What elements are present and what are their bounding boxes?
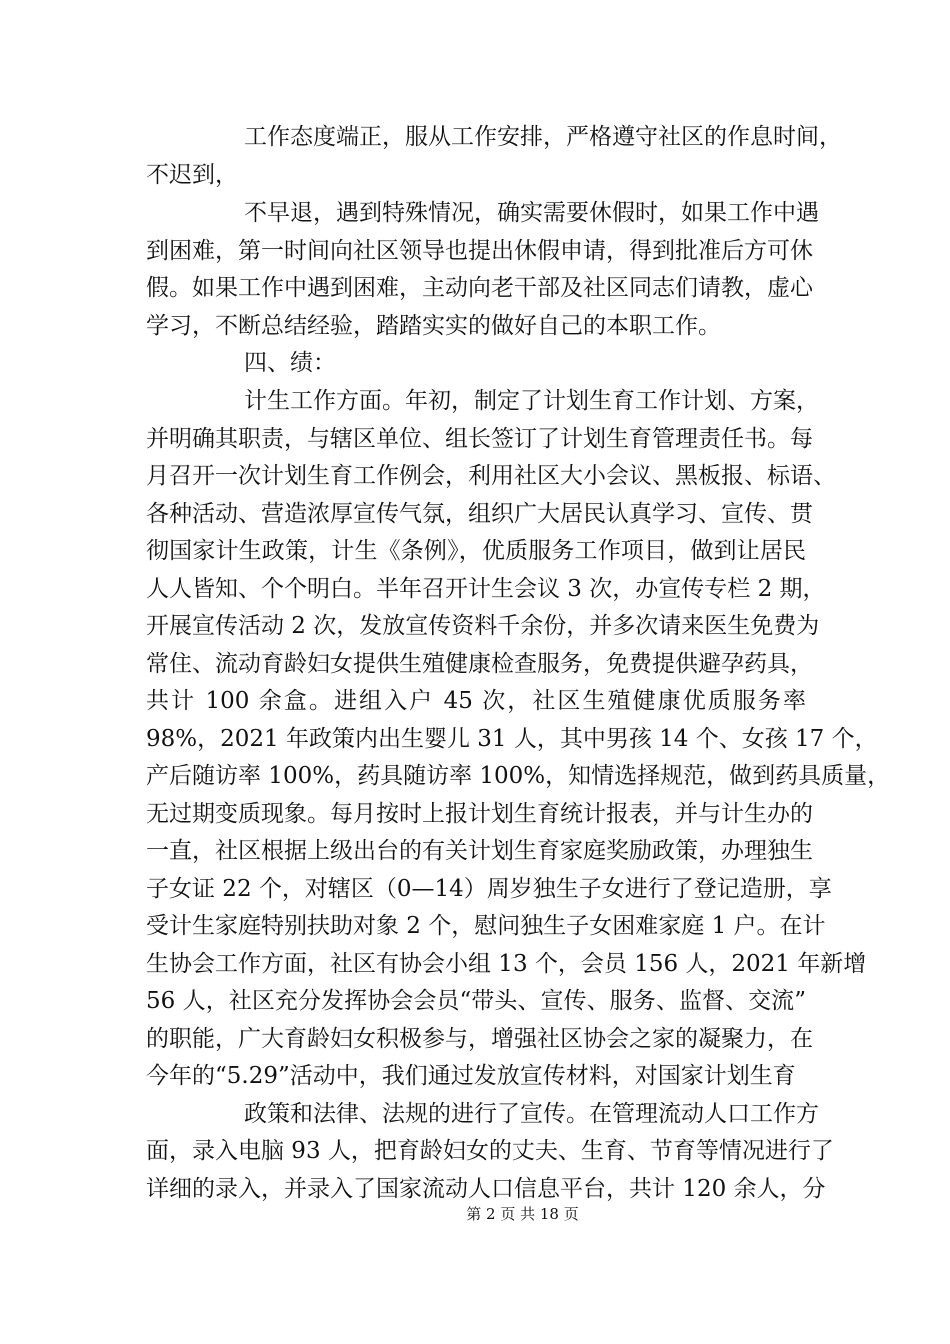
paragraph-line: 详细的录入，并录入了国家流动人口信息平台，共计 120 余人，分 (146, 1176, 826, 1202)
paragraph-line: 并明确其职责，与辖区单位、组长签订了计划生育管理责任书。每 (146, 426, 813, 452)
paragraph-line: 月召开一次计划生育工作例会，利用社区大小会议、黑板报、标语、 (146, 463, 836, 489)
paragraph-line: 开展宣传活动 2 次，发放宣传资料千余份，并多次请来医生免费为 (146, 613, 820, 639)
paragraph-line: 的职能，广大育龄妇女积极参与，增强社区协会之家的凝聚力，在 (146, 1026, 813, 1052)
paragraph-line: 政策和法律、法规的进行了宣传。在管理流动人口工作方 (244, 1101, 819, 1127)
paragraph-line: 面，录入电脑 93 人，把育龄妇女的丈夫、生育、节育等情况进行了 (146, 1138, 834, 1164)
paragraph-line: 生协会工作方面，社区有协会小组 13 个，会员 156 人，2021 年新增 (146, 951, 867, 977)
paragraph-line: 到困难，第一时间向社区领导也提出休假申请，得到批准后方可休 (146, 238, 813, 264)
paragraph-line: 受计生家庭特别扶助对象 2 个，慰问独生子女困难家庭 1 户。在计 (146, 913, 826, 939)
paragraph-line: 98%，2021 年政策内出生婴儿 31 人，其中男孩 14 个、女孩 17 个， (146, 726, 878, 752)
paragraph-line: 学习，不断总结经验，踏踏实实的做好自己的本职工作。 (146, 313, 721, 339)
paragraph-line: 共计 100 余盒。进组入户 45 次，社区生殖健康优质服务率 (146, 688, 806, 714)
paragraph-line: 无过期变质现象。每月按时上报计划生育统计报表，并与计生办的 (146, 801, 813, 827)
paragraph-line: 子女证 22 个，对辖区（0—14）周岁独生子女进行了登记造册，享 (146, 876, 832, 902)
page-number-footer: 第 2 页 共 18 页 (466, 1205, 579, 1223)
paragraph-line: 一直，社区根据上级出台的有关计划生育家庭奖励政策，办理独生 (146, 838, 813, 864)
paragraph-line: 不早退，遇到特殊情况，确实需要休假时，如果工作中遇 (244, 200, 819, 226)
paragraph-line: 计生工作方面。年初，制定了计划生育工作计划、方案， (244, 388, 819, 414)
paragraph-line: 常住、流动育龄妇女提供生殖健康检查服务，免费提供避孕药具， (146, 651, 813, 677)
paragraph-line: 今年的“5.29”活动中，我们通过发放宣传材料，对国家计划生育 (146, 1063, 796, 1089)
paragraph-line: 人人皆知、个个明白。半年召开计生会议 3 次，办宣传专栏 2 期， (146, 576, 826, 602)
paragraph-line: 不迟到， (146, 162, 238, 188)
section-heading: 四、绩： (244, 350, 336, 376)
paragraph-line: 彻国家计生政策，计生《条例》，优质服务工作项目，做到让居民 (146, 538, 806, 564)
paragraph-line: 假。如果工作中遇到困难，主动向老干部及社区同志们请教，虚心 (146, 275, 813, 301)
paragraph-line: 产后随访率 100%，药具随访率 100%，知情选择规范，做到药具质量， (146, 763, 891, 789)
paragraph-line: 56 人，社区充分发挥协会会员“带头、宣传、服务、监督、交流” (146, 988, 806, 1014)
paragraph-line: 工作态度端正，服从工作安排，严格遵守社区的作息时间， (244, 124, 842, 150)
paragraph-line: 各种活动、营造浓厚宣传气氛，组织广大居民认真学习、宣传、贯 (146, 501, 813, 527)
